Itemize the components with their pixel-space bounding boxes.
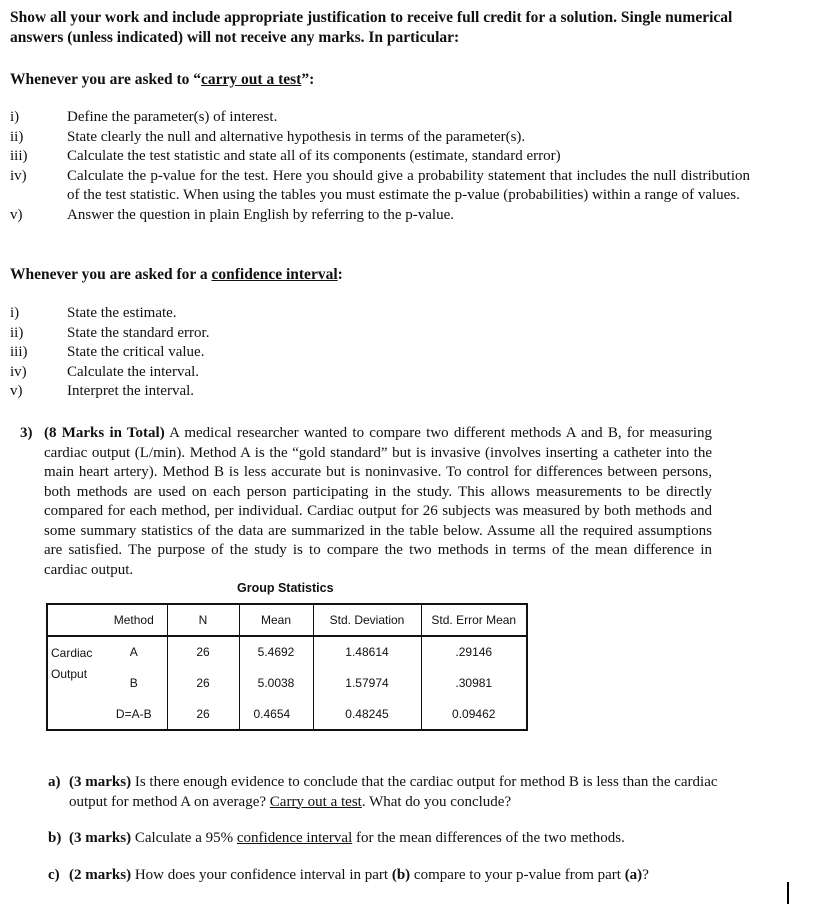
mean-cell: 0.4654 xyxy=(239,699,313,730)
n-cell: 26 xyxy=(167,636,239,667)
part-ref: (b) xyxy=(391,867,411,883)
item-text: Interpret the interval. xyxy=(67,383,195,400)
ci-heading-suffix: : xyxy=(337,266,343,283)
item-number: i) xyxy=(10,305,20,321)
part-text-segment: Calculate a 95% xyxy=(131,830,237,846)
carry-out-test-link: Carry out a test xyxy=(269,793,362,810)
list-item xyxy=(10,324,750,344)
part-text-segment: ? xyxy=(642,867,649,883)
part-b xyxy=(48,829,625,849)
method-cell: B xyxy=(101,667,167,699)
item-text: Calculate the p-value for the test. Here you should give a probability statement that includes the null distribution of the test statistic. When using the tables you must estimate the p-value (probabilities) within a range of values. xyxy=(67,167,750,204)
list-item xyxy=(10,363,750,383)
list-item xyxy=(10,167,750,206)
question-body: A medical researcher wanted to compare two different methods A and B, for measuring cardiac output (L/min). Method A is the “gold standard” but is invasive (involves inserting a catheter into the main heart artery). Method B is less accurate but is noninvasive. To control for differences between persons, both methods are used on each person participating in the study. This allows measurements to be directly compared for each method, per individual. Cardiac output for 26 subjects was measured by both methods and some summary statistics of the data are summarized in the table below. Assume all the required assumptions are satisfied. The purpose of the study is to compare the two methods in terms of the mean difference in cardiac output. xyxy=(44,425,713,578)
test-steps-list xyxy=(10,108,750,226)
ci-section-heading xyxy=(10,266,343,284)
list-item xyxy=(10,147,750,167)
part-text-segment: How does your confidence interval in part xyxy=(131,867,392,883)
item-text: Calculate the test statistic and state all of its components (estimate, standard error) xyxy=(67,148,561,165)
item-text: State the critical value. xyxy=(67,344,205,361)
item-text: State clearly the null and alternative hypothesis in terms of the parameter(s). xyxy=(67,128,526,145)
table-row xyxy=(47,699,527,730)
table-header-row xyxy=(47,604,527,636)
item-text: Answer the question in plain English by referring to the p-value. xyxy=(67,206,454,223)
list-item xyxy=(10,128,750,148)
part-c xyxy=(48,866,649,886)
instructions-intro: Show all your work and include appropriate justification to receive full credit for a solution. Single numerical answers (unless indicated) will not receive any marks. In particular: xyxy=(10,9,733,46)
part-marks: (3 marks) xyxy=(69,774,132,790)
se-cell: 0.09462 xyxy=(421,699,527,730)
mean-cell: 5.4692 xyxy=(239,636,313,667)
sd-cell: 1.48614 xyxy=(313,636,421,667)
group-blank-cell xyxy=(47,699,101,730)
header-cell: Std. Error Mean xyxy=(421,604,527,636)
group-label-line: Output xyxy=(51,667,88,681)
sd-cell: 0.48245 xyxy=(313,699,421,730)
item-number: iii) xyxy=(10,148,28,165)
part-text xyxy=(69,773,728,812)
group-label-cell xyxy=(47,636,101,699)
list-item xyxy=(10,382,750,402)
part-label: b) xyxy=(48,830,62,846)
part-text xyxy=(69,829,625,849)
item-number: ii) xyxy=(10,324,24,341)
part-label: a) xyxy=(48,774,61,790)
method-cell: A xyxy=(101,636,167,667)
item-text: State the standard error. xyxy=(67,324,210,341)
header-cell: Mean xyxy=(239,604,313,636)
item-text: Define the parameter(s) of interest. xyxy=(67,109,278,125)
part-text-segment: . What do you conclude? xyxy=(361,793,512,810)
method-cell: D=A-B xyxy=(101,699,167,730)
question-number: 3) xyxy=(20,425,33,441)
part-text-segment: Is there enough evidence to conclude that the cardiac output for method B is less than the cardiac output for method A on average? xyxy=(69,774,718,810)
header-cell: Method xyxy=(101,604,167,636)
test-section-heading xyxy=(10,71,314,89)
test-heading-prefix: Whenever you are asked to “ xyxy=(10,71,202,88)
part-label: c) xyxy=(48,867,60,883)
list-item xyxy=(10,206,750,226)
table-row xyxy=(47,667,527,699)
item-number: v) xyxy=(10,383,23,400)
header-cell: Std. Deviation xyxy=(313,604,421,636)
se-cell: .30981 xyxy=(421,667,527,699)
part-text-segment: for the mean differences of the two methods. xyxy=(352,830,625,846)
table-row xyxy=(47,636,527,667)
table-title: Group Statistics xyxy=(237,581,334,595)
part-text xyxy=(69,866,649,886)
confidence-interval-link: confidence interval xyxy=(236,830,353,846)
ci-heading-prefix: Whenever you are asked for a xyxy=(10,266,212,283)
group-statistics-table xyxy=(46,603,528,731)
part-marks: (2 marks) xyxy=(69,867,132,883)
list-item xyxy=(10,108,750,128)
list-item xyxy=(10,304,750,324)
part-marks: (3 marks) xyxy=(69,830,132,846)
list-item xyxy=(10,343,750,363)
header-blank-cell xyxy=(47,604,101,636)
ci-steps-list xyxy=(10,304,750,402)
header-cell: N xyxy=(167,604,239,636)
item-number: iii) xyxy=(10,344,28,361)
mean-cell: 5.0038 xyxy=(239,667,313,699)
question-marks: (8 Marks in Total) xyxy=(44,425,165,441)
question-3 xyxy=(20,424,712,580)
test-heading-link: carry out a test xyxy=(201,71,302,88)
test-heading-suffix: ”: xyxy=(301,71,315,88)
item-text: State the estimate. xyxy=(67,305,177,321)
item-number: i) xyxy=(10,109,20,125)
n-cell: 26 xyxy=(167,699,239,730)
part-text-segment: compare to your p-value from part xyxy=(410,867,625,883)
part-ref: (a) xyxy=(624,867,643,883)
item-text: Calculate the interval. xyxy=(67,363,200,380)
se-cell: .29146 xyxy=(421,636,527,667)
item-number: ii) xyxy=(10,128,24,145)
group-label-line: Cardiac xyxy=(51,646,93,660)
item-number: iv) xyxy=(10,363,27,380)
question-text xyxy=(44,424,712,580)
item-number: iv) xyxy=(10,167,27,184)
n-cell: 26 xyxy=(167,667,239,699)
sd-cell: 1.57974 xyxy=(313,667,421,699)
part-a xyxy=(48,773,728,812)
ci-heading-link: confidence interval xyxy=(211,266,338,283)
item-number: v) xyxy=(10,206,23,223)
text-cursor[interactable] xyxy=(787,882,789,904)
